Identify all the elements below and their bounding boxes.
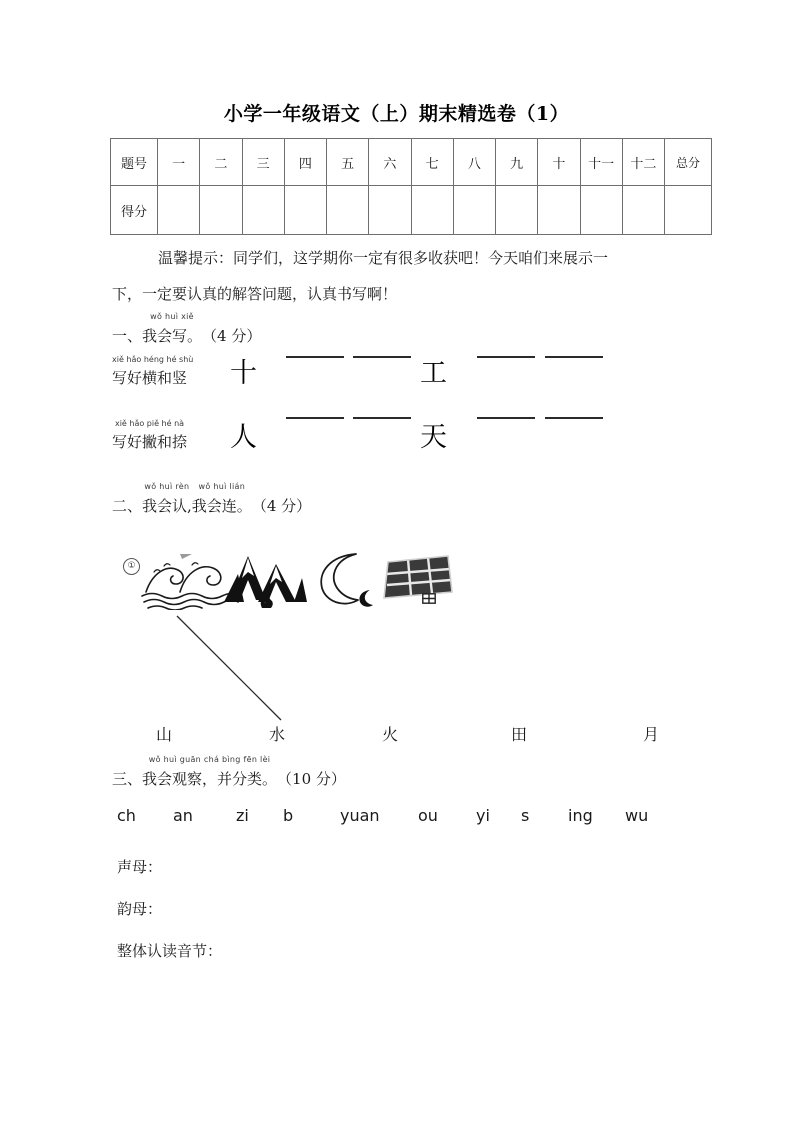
write-row-2-blank-2[interactable] [353,417,411,419]
write-row-1-label [112,355,194,388]
score-cell-9[interactable] [496,186,538,235]
warm-tip-paragraph [112,240,712,312]
section-2-number: 二、 [112,497,143,515]
column-header-10: 十 [538,139,580,186]
column-header-12: 十二 [622,139,664,186]
score-cell-3[interactable] [242,186,284,235]
pinyin-letter-4[interactable]: b [283,806,294,825]
section-2-pinyin-1: wǒ huì rèn [144,482,190,491]
section-3-title: 我会观察，并分类。 [142,770,278,788]
pinyin-letters-row [117,806,717,825]
score-cell-6[interactable] [369,186,411,235]
column-header-9: 九 [496,139,538,186]
field-small-icon [422,589,436,608]
section-2-title-2: 我会连。 [191,497,252,515]
mountain-fire-picture [218,552,308,614]
column-header-3: 三 [242,139,284,186]
pinyin-letter-1[interactable]: ch [117,806,136,825]
section-3-pinyin: wǒ huì guān chá bìng fēn lèi [148,755,271,764]
score-cell-2[interactable] [200,186,242,235]
pinyin-letter-9[interactable]: ing [568,806,593,825]
column-header-2: 二 [200,139,242,186]
table-row-score [111,186,712,235]
section-2-pinyin-2: wǒ huì lián [198,482,246,491]
score-cell-8[interactable] [453,186,495,235]
write-row-1-blank-1[interactable] [286,356,344,358]
item-number-1: ① [123,558,140,575]
write-row-2-label-ruby [112,419,188,452]
pinyin-letter-8[interactable]: s [521,806,530,825]
score-cell-total[interactable] [665,186,712,235]
write-row-1-example-2: 工 [420,358,447,389]
section-heading-3 [112,755,346,789]
column-header-11: 十一 [580,139,622,186]
match-character-huo[interactable]: 火 [382,725,399,744]
pinyin-letter-10[interactable]: wu [625,806,649,825]
row-label-score: 得分 [111,186,158,235]
section-1-pinyin: wǒ huì xiě [150,312,194,321]
field-grid-picture [378,552,456,610]
pinyin-letter-5[interactable]: yuan [340,806,380,825]
write-row-1-example-1: 十 [230,358,257,389]
score-cell-12[interactable] [622,186,664,235]
section-2-title-ruby-2 [191,482,252,516]
section-2-title-ruby-1 [142,482,192,516]
match-character-yue[interactable]: 月 [643,725,660,744]
column-header-4: 四 [284,139,326,186]
score-cell-1[interactable] [158,186,200,235]
category-label-yunmu: 韵母： [117,900,163,918]
write-row-2-example-1: 人 [230,422,257,453]
column-header-5: 五 [327,139,369,186]
write-row-2-text: 写好撇和捺 [112,433,188,451]
write-row-2-blank-1[interactable] [286,417,344,419]
write-row-1-label-ruby [112,355,194,388]
section-2-title-1: 我会认, [142,497,192,515]
warm-tip-line-2: 下，一定要认真的解答问题，认真书写啊！ [112,285,398,303]
section-3-number: 三、 [112,770,143,788]
write-row-1-blank-2[interactable] [353,356,411,358]
category-label-zhengti: 整体认读音节： [117,942,223,960]
score-table [110,138,712,235]
page-title: 小学一年级语文（上）期末精选卷（1） [223,103,570,125]
section-1-title: 我会写。 [142,327,203,345]
write-row-1-blank-3[interactable] [477,356,535,358]
write-row-2-pinyin: xiě hǎo piě hé nà [114,419,185,428]
table-row-header [111,139,712,186]
section-1-points: （4 分） [202,327,262,345]
section-3-title-ruby [142,755,278,789]
write-row-2-example-2: 天 [420,422,447,453]
section-3-points: （10 分） [277,770,346,788]
warm-tip-line-1: 温馨提示：同学们，这学期你一定有很多收获吧！今天咱们来展示一 [158,249,609,267]
write-row-1-pinyin: xiě hǎo héng hé shù [112,355,194,364]
crescent-moon-picture [310,550,388,616]
section-heading-2 [112,482,312,516]
score-cell-7[interactable] [411,186,453,235]
column-header-1: 一 [158,139,200,186]
write-row-1-blank-4[interactable] [545,356,603,358]
match-character-tian[interactable]: 田 [511,725,528,744]
section-heading-1 [112,312,262,346]
write-row-2-label [112,419,188,452]
category-label-shengmu: 声母： [117,858,163,876]
section-1-number: 一、 [112,327,143,345]
row-label-question-no: 题号 [111,139,158,186]
write-row-2-blank-4[interactable] [545,417,603,419]
column-header-total: 总分 [665,139,712,186]
score-cell-4[interactable] [284,186,326,235]
pinyin-letter-2[interactable]: an [173,806,193,825]
column-header-8: 八 [453,139,495,186]
score-cell-5[interactable] [327,186,369,235]
section-1-title-ruby [142,312,203,346]
pinyin-letter-7[interactable]: yi [476,806,490,825]
match-character-shan[interactable]: 山 [156,725,173,744]
write-row-1-text: 写好横和竖 [112,369,188,387]
match-character-shui[interactable]: 水 [269,725,286,744]
score-cell-10[interactable] [538,186,580,235]
pinyin-letter-6[interactable]: ou [418,806,438,825]
column-header-6: 六 [369,139,411,186]
score-cell-11[interactable] [580,186,622,235]
write-row-2-blank-3[interactable] [477,417,535,419]
section-2-points: （4 分） [251,497,312,515]
pinyin-letter-3[interactable]: zi [236,806,249,825]
column-header-7: 七 [411,139,453,186]
